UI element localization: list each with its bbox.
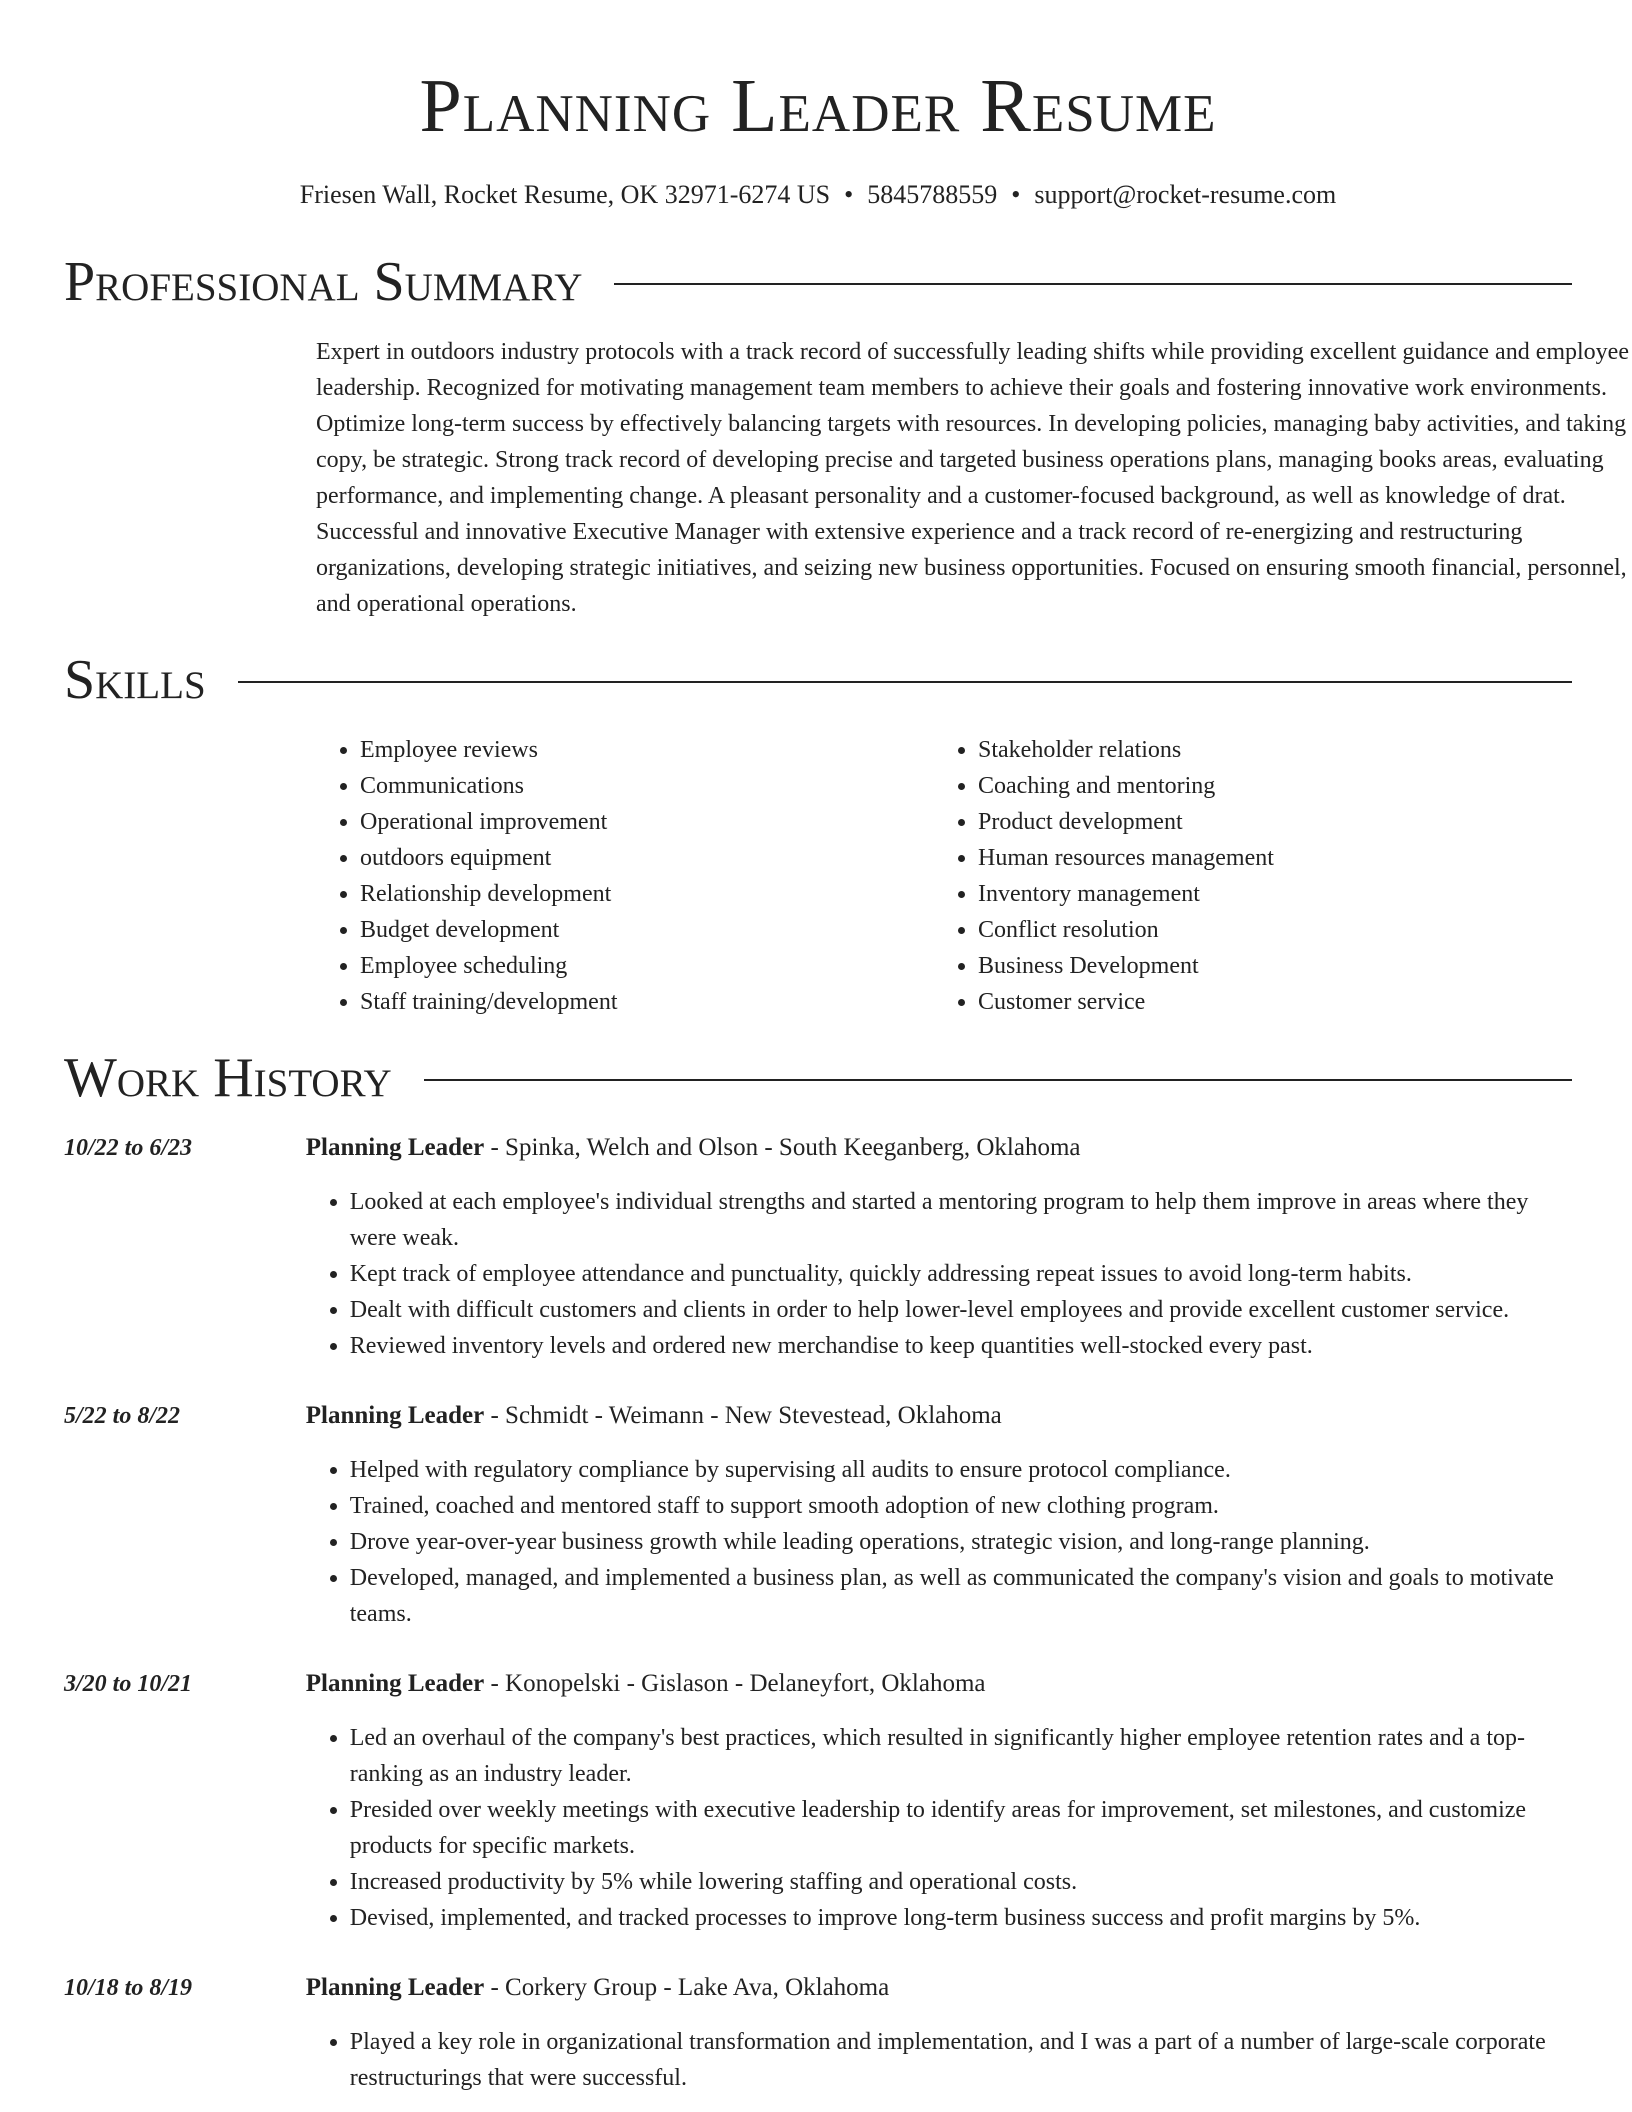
job-bullets [306, 1452, 1572, 1632]
job-details: - Spinka, Welch and Olson - South Keeganberg, Oklahoma [484, 1134, 1081, 1161]
work-heading: Work History [64, 1047, 392, 1109]
skill-item: • Stakeholder relations [978, 732, 1552, 768]
job-bullet: • Drove year-over-year business growth while leading operations, strategic vision, and long-range planning. [350, 1524, 1572, 1560]
job-details: - Schmidt - Weimann - New Stevestead, Oklahoma [484, 1402, 1002, 1429]
job-bullet: • Played a key role in organizational transformation and implementation, and I was a part of a number of large-scale corporate restructurings that were successful. [350, 2024, 1572, 2096]
job-title: Planning Leader [305, 1974, 485, 2001]
job-body [306, 1130, 1572, 1364]
skills-section-header [64, 648, 1572, 712]
job-heading [306, 1666, 1572, 1702]
contact-separator: • [844, 180, 854, 209]
job-title: Planning Leader [305, 1670, 485, 1697]
job-details: - Konopelski - Gislason - Delaneyfort, Oklahoma [484, 1670, 986, 1697]
job-bullet: • Reviewed inventory levels and ordered new merchandise to keep quantities well-stocked every past. [350, 1328, 1572, 1364]
skill-item: • Coaching and mentoring [978, 768, 1552, 804]
job-heading [306, 1130, 1572, 1166]
job-title: Planning Leader [305, 1402, 485, 1429]
skill-item: • Employee reviews [360, 732, 934, 768]
skills-heading: Skills [64, 649, 206, 711]
job-bullet: • Presided over weekly meetings with executive leadership to identify areas for improvement, set milestones, and customize products for specific markets. [350, 1792, 1572, 1864]
job-dates: 3/20 to 10/21 [64, 1671, 193, 1697]
resume-title: Planning Leader Resume [419, 64, 1217, 148]
contact-email: support@rocket-resume.com [1034, 180, 1337, 209]
skills-column-left [316, 732, 934, 1020]
skill-item: • Communications [360, 768, 934, 804]
resume-page [64, 0, 1629, 2096]
job-bullet: • Devised, implemented, and tracked processes to improve long-term business success and profit margins by 5%. [350, 1900, 1572, 1936]
contact-phone: 5845788559 [867, 180, 998, 209]
skill-item: • Inventory management [978, 876, 1552, 912]
skill-item: • outdoors equipment [360, 840, 934, 876]
skill-item: • Staff training/development [360, 984, 934, 1020]
job-body [306, 1970, 1572, 2096]
skill-item: • Business Development [978, 948, 1552, 984]
skill-item: • Employee scheduling [360, 948, 934, 984]
skill-item: • Operational improvement [360, 804, 934, 840]
skill-item: • Product development [978, 804, 1552, 840]
summary-text: Expert in outdoors industry protocols with a track record of successfully leading shifts while providing excellent guidance and employee leadership. Recognized for motivating management team members to achieve their goals and fostering innovative work environments. Optimize long-term success by effectively balancing targets with resources. In developing policies, managing baby activities, and taking copy, be strategic. Strong track record of developing precise and targeted business operations plans, managing books areas, evaluating performance, and implementing change. A pleasant personality and a customer-focused background, as well as knowledge of drat. Successful and innovative Executive Manager with extensive experience and a track record of re-energizing and restructuring organizations, developing strategic initiatives, and seizing new business opportunities. Focused on ensuring smooth financial, personnel, and operational operations. [316, 339, 1629, 617]
job-bullet: • Helped with regulatory compliance by supervising all audits to ensure protocol compliance. [350, 1452, 1572, 1488]
skill-item: • Human resources management [978, 840, 1552, 876]
job-dates: 5/22 to 8/22 [64, 1403, 181, 1429]
job-bullet: • Looked at each employee's individual strengths and started a mentoring program to help them improve in areas where they were weak. [350, 1184, 1572, 1256]
job-entry [64, 1398, 1572, 1632]
job-details: - Corkery Group - Lake Ava, Oklahoma [484, 1974, 890, 2001]
section-divider [238, 681, 1572, 683]
job-heading [306, 1970, 1572, 2006]
skill-item: • Conflict resolution [978, 912, 1552, 948]
job-dates: 10/22 to 6/23 [64, 1135, 193, 1161]
job-dates: 10/18 to 8/19 [64, 1975, 193, 2001]
job-body [306, 1398, 1572, 1632]
summary-heading: Professional Summary [64, 251, 583, 313]
section-divider [424, 1079, 1572, 1081]
section-divider [614, 283, 1572, 285]
skill-item: • Budget development [360, 912, 934, 948]
skill-item: • Relationship development [360, 876, 934, 912]
job-bullet: • Led an overhaul of the company's best practices, which resulted in significantly higher employee retention rates and a top-ranking as an industry leader. [350, 1720, 1572, 1792]
job-entry [64, 1970, 1572, 2096]
job-title: Planning Leader [305, 1134, 485, 1161]
job-bullet: • Dealt with difficult customers and clients in order to help lower-level employees and provide excellent customer service. [350, 1292, 1572, 1328]
job-entry [64, 1666, 1572, 1936]
skills-column-right [934, 732, 1552, 1020]
job-body [306, 1666, 1572, 1936]
job-bullet: • Kept track of employee attendance and punctuality, quickly addressing repeat issues to avoid long-term habits. [350, 1256, 1572, 1292]
job-entry [64, 1130, 1572, 1364]
job-heading [306, 1398, 1572, 1434]
job-bullet: • Increased productivity by 5% while lowering staffing and operational costs. [350, 1864, 1572, 1900]
job-bullet: • Developed, managed, and implemented a business plan, as well as communicated the company's vision and goals to motivate teams. [350, 1560, 1572, 1632]
job-bullet: • Trained, coached and mentored staff to support smooth adoption of new clothing program. [350, 1488, 1572, 1524]
work-section-header [64, 1046, 1572, 1110]
skill-item: • Customer service [978, 984, 1552, 1020]
job-bullets [306, 2024, 1572, 2096]
skills-list [316, 732, 1572, 1020]
job-bullets [306, 1720, 1572, 1936]
summary-section-header [64, 250, 1572, 314]
contact-separator: • [1011, 180, 1021, 209]
contact-address: Friesen Wall, Rocket Resume, OK 32971-6274 US [299, 180, 831, 209]
job-bullets [306, 1184, 1572, 1364]
contact-line [64, 178, 1572, 212]
